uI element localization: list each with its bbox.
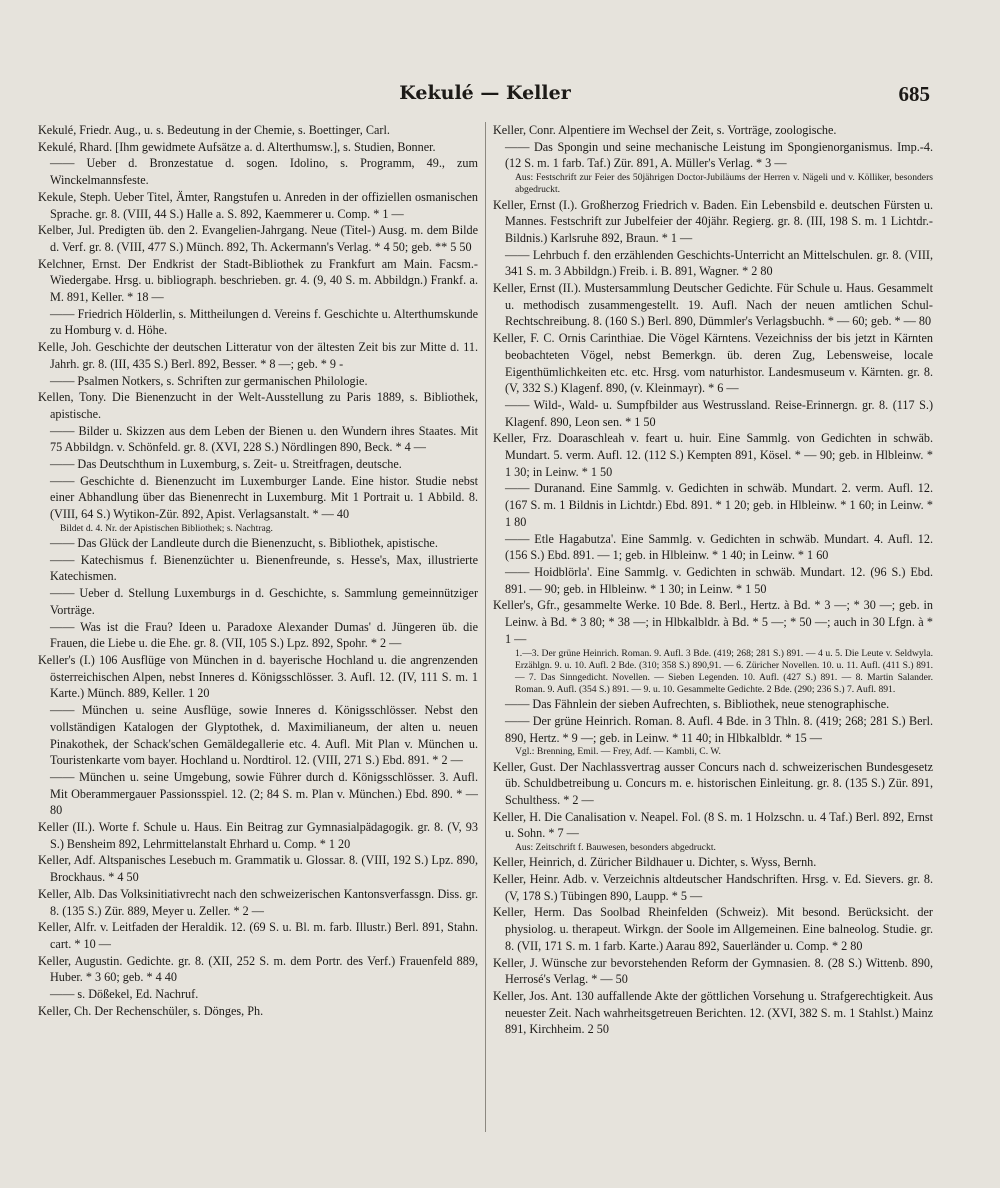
bibliography-entry: Keller's, Gfr., gesammelte Werke. 10 Bde. 8. Berl., Hertz. à Bd. * 3 —; * 30 —; geb. in Leinw. à Bd. * 3 80; * 38 —; in Hlbkalbldr. à Bd. * 5 —; * 50 —; auch in 30 Lfgn. à * 1 — bbox=[493, 598, 933, 646]
bibliography-entry: Keller, Heinrich, d. Züricher Bildhauer u. Dichter, s. Wyss, Bernh. bbox=[493, 855, 817, 870]
bibliography-entry: Keller (II.). Worte f. Schule u. Haus. Ein Beitrag zur Gymnasialpädagogik. gr. 8. (V, 93 S.) Bensheim 892, Lehrmittelanstalt Ehrhard u. Comp. * 1 20 bbox=[38, 820, 478, 851]
bibliography-entry: —— Das Fähnlein der sieben Aufrechten, s. Bibliothek, neue stenographische. bbox=[505, 697, 890, 712]
bibliography-entry: —— Lehrbuch f. den erzählenden Geschichts-Unterricht an Mittelschulen. gr. 8. (VIII, 341 S. m. 3 Abbildgn.) Freib. i. B. 891, Wagner. * 2 80 bbox=[505, 247, 933, 279]
bibliography-entry: Keller, J. Wünsche zur bevorstehenden Reform der Gymnasien. 8. (28 S.) Wittenb. 890, Herrosé's Verlag. * — 50 bbox=[493, 955, 933, 987]
page-number: 685 bbox=[898, 82, 930, 106]
bibliography-entry: —— Das Glück der Landleute durch die Bienenzucht, s. Bibliothek, apistische. bbox=[50, 536, 438, 551]
bibliography-entry: —— Hoidblörla'. Eine Sammlg. v. Gedichten in schwäb. Mundart. 12. (96 S.) Ebd. 891. — 90; geb. in Hlbleinw. * 1 30; in Leinw. * 1 50 bbox=[505, 564, 933, 596]
text-columns bbox=[38, 122, 933, 1162]
bibliography-entry: —— Was ist die Frau? Ideen u. Paradoxe Alexander Dumas' d. Jüngeren üb. die Frauen, die Liebe u. die Ehe. gr. 8. (VII, 105 S.) Lpz. 892, Spohr. * 2 — bbox=[50, 619, 478, 651]
bibliography-entry: —— München u. seine Ausflüge, sowie Inneres d. Königsschlösser. Nebst den vollständigen Katalogen der Glyptothek, d. Maximilianeum, der alten u. neuen Pinakothek, der Schack'schen Gemäldegallerie etc. 4. Aufl. Mit Plan v. München u. Touristenkarte vom bayer. Hochland u. Nordtirol. 12. (VIII, 271 S.) Ebd. 891. * 2 — bbox=[50, 703, 478, 768]
entry-note: Bildet d. 4. Nr. der Apistischen Bibliothek; s. Nachtrag. bbox=[60, 522, 273, 534]
bibliography-entry: Keller, F. C. Ornis Carinthiae. Die Vögel Kärntens. Vezeichniss der bis jetzt in Kärnten beobachteten Vögel, nebst Bemerkgn. üb. deren Zug, Lebensweise, locale Eigenthümlichkeiten etc. etc. Hrsg. vom naturhistor. Landesmuseum v. Kärnten. gr. 8. (V, 332 S.) Klagenf. 890, (v. Kleinmayr). * 6 — bbox=[493, 331, 933, 396]
bibliography-entry: —— Ueber d. Stellung Luxemburgs in d. Geschichte, s. Sammlung gemeinnütziger Vorträge. bbox=[50, 586, 478, 617]
entry-note: 1.—3. Der grüne Heinrich. Roman. 9. Aufl. 3 Bde. (419; 268; 281 S.) 891. — 4 u. 5. Die Leute v. Seldwyla. Erzählgn. 9. u. 10. Aufl. 2 Bde. (310; 358 S.) 890,91. — 6. Züricher Novellen. 10. u. 11. Aufl. (411 S.) 891. — 7. Das Sinngedicht. Novellen. — Sieben Legenden. 10. Aufl. (427 S.) 891. — 8. Martin Salander. Roman. 9. Aufl. (354 S.) 891. — 9. u. 10. Gesammelte Gedichte. 2 Bde. (290; 236 S.) 7. Aufl. 891. bbox=[515, 647, 933, 696]
bibliography-entry: Kelchner, Ernst. Der Endkrist der Stadt-Bibliothek zu Frankfurt am Main. Facsm.-Wiedergabe. Hrsg. u. bibliograph. beschrieben. gr. 4. (9, 40 S. m. Abbildgn.) Frankf. a. M. 891, Keller. * 18 — bbox=[38, 256, 478, 305]
column-divider bbox=[485, 122, 486, 1132]
left-column bbox=[38, 122, 478, 1019]
right-column bbox=[493, 122, 933, 1038]
bibliography-entry: —— Wild-, Wald- u. Sumpfbilder aus Westrussland. Reise-Erinnergn. gr. 8. (117 S.) Klagenf. 890, Leon sen. * 1 50 bbox=[505, 397, 933, 429]
bibliography-entry: Keller, Alfr. v. Leitfaden der Heraldik. 12. (69 S. u. Bl. m. farb. Illustr.) Berl. 891, Stahn. cart. * 10 — bbox=[38, 920, 478, 951]
bibliography-entry: Keller, Jos. Ant. 130 auffallende Akte der göttlichen Vorsehung u. Strafgerechtigkeit. Aus neuester Zeit. Nach wahrheitsgetreuen Berichten. 12. (XVI, 382 S. m. 1 Stahlst.) Mainz 891, Kirchheim. 2 50 bbox=[493, 988, 933, 1037]
bibliography-entry: —— Das Spongin und seine mechanische Leistung im Spongienorganismus. Imp.-4. (12 S. m. 1 farb. Taf.) Zür. 891, A. Müller's Verlag. * 3 — bbox=[505, 139, 933, 171]
entry-note: Aus: Zeitschrift f. Bauwesen, besonders abgedruckt. bbox=[515, 842, 716, 854]
entry-note: Vgl.: Brenning, Emil. — Frey, Adf. — Kambli, C. W. bbox=[515, 746, 721, 758]
bibliography-entry: Kekulé, Friedr. Aug., u. s. Bedeutung in der Chemie, s. Boettinger, Carl. bbox=[38, 123, 390, 137]
bibliography-entry: —— Friedrich Hölderlin, s. Mittheilungen d. Vereins f. Geschichte u. Alterthumskunde zu Homburg v. d. Höhe. bbox=[50, 306, 478, 338]
bibliography-entry: —— Der grüne Heinrich. Roman. 8. Aufl. 4 Bde. in 3 Thln. 8. (419; 268; 281 S.) Berl. 890, Hertz. * 9 —; geb. in Leinw. * 11 40; in Hlbkalbldr. * 15 — bbox=[505, 714, 933, 745]
bibliography-entry: Keller, Augustin. Gedichte. gr. 8. (XII, 252 S. m. dem Portr. des Verf.) Frauenfeld 889, Huber. * 3 60; geb. * 4 40 bbox=[38, 953, 478, 985]
bibliography-entry: —— Etle Hagabutza'. Eine Sammlg. v. Gedichten in schwäb. Mundart. 4. Aufl. 12. (156 S.) Ebd. 891. — 1; geb. in Hlbleinw. * 1 40; in Leinw. * 1 60 bbox=[505, 531, 933, 563]
bibliography-entry: Kekulé, Rhard. [Ihm gewidmete Aufsätze a. d. Alterthumsw.], s. Studien, Bonner. bbox=[38, 139, 436, 154]
bibliography-entry: Keller, Ernst (I.). Großherzog Friedrich v. Baden. Ein Lebensbild e. deutschen Fürsten u. Mannes. Festschrift zur Jubelfeier der 40jähr. Regierg. gr. 8. (III, 198 S. m. 1 Lichtdr.-Bildnis.) Karlsruhe 892, Braun. * 1 — bbox=[493, 197, 933, 245]
bibliography-entry: —— s. Dößekel, Ed. Nachruf. bbox=[50, 987, 199, 1002]
bibliography-entry: Keller's (I.) 106 Ausflüge von München in d. bayerische Hochland u. die angrenzenden österreichischen Alpen, nebst Inneres d. Königsschlösser. 3. Aufl. 12. (IV, 111 S. m. 1 Karte.) Münch. 889, Keller. 1 20 bbox=[38, 653, 478, 701]
bibliography-entry: —— Das Deutschthum in Luxemburg, s. Zeit- u. Streitfragen, deutsche. bbox=[50, 457, 402, 472]
bibliography-entry: —— Duranand. Eine Sammlg. v. Gedichten in schwäb. Mundart. 2. verm. Aufl. 12. (167 S. m. 1 Bildnis in Lichtdr.) Ebd. 891. * 1 20; geb. in Hlbleinw. * 1 60; in Leinw. * 1 80 bbox=[505, 481, 933, 529]
page-header bbox=[40, 82, 930, 108]
bibliography-entry: Keller, Conr. Alpentiere im Wechsel der Zeit, s. Vorträge, zoologische. bbox=[493, 123, 837, 137]
entry-note: Aus: Festschrift zur Feier des 50jährigen Doctor-Jubiläums der Herren v. Nägeli und v. Kölliker, besonders abgedruckt. bbox=[515, 172, 933, 196]
bibliography-entry: Keller, Ch. Der Rechenschüler, s. Dönges, Ph. bbox=[38, 1003, 264, 1018]
bibliography-entry: Keller, Heinr. Adb. v. Verzeichnis altdeutscher Handschriften. Hrsg. v. Ed. Sievers. gr. 8. (V, 178 S.) Tübingen 890, Laupp. * 5 — bbox=[493, 872, 933, 903]
bibliography-entry: —— München u. seine Umgebung, sowie Führer durch d. Königsschlösser. 3. Aufl. Mit Oberammergauer Passionsspiel. 12. (2; 84 S. m. Plan v. München.) Ebd. 890. * — 80 bbox=[50, 769, 478, 818]
bibliography-entry: Keller, Adf. Altspanisches Lesebuch m. Grammatik u. Glossar. 8. (VIII, 192 S.) Lpz. 890, Brockhaus. * 4 50 bbox=[38, 853, 478, 885]
bibliography-entry: Keller, Frz. Doaraschleah v. feart u. huir. Eine Sammlg. von Gedichten in schwäb. Mundart. 5. verm. Aufl. 12. (112 S.) Kempten 891, Kösel. * — 90; geb. in Hlbleinw. * 1 30; in Leinw. * 1 50 bbox=[493, 431, 933, 479]
bibliography-entry: Kellen, Tony. Die Bienenzucht in der Welt-Ausstellung zu Paris 1889, s. Bibliothek, apistische. bbox=[38, 390, 478, 421]
bibliography-entry: —— Geschichte d. Bienenzucht im Luxemburger Lande. Eine histor. Studie nebst einer Abhandlung über das Bienenrecht in Luxemburg. Mit 1 Portrait u. 1 Abbild. 8. (VIII, 64 S.) Wytikon-Zür. 892, Apist. Verlagsanstalt. * — 40 bbox=[50, 473, 478, 522]
bibliography-entry: Keller, H. Die Canalisation v. Neapel. Fol. (8 S. m. 1 Holzschn. u. 4 Taf.) Berl. 892, Ernst u. Sohn. * 7 — bbox=[493, 809, 933, 841]
bibliography-entry: Keller, Alb. Das Volksinitiativrecht nach den schweizerischen Kantonsverfassgn. Diss. gr. 8. (135 S.) Zür. 889, Meyer u. Zeller. * 2 — bbox=[38, 886, 478, 918]
bibliography-entry: —— Psalmen Notkers, s. Schriften zur germanischen Philologie. bbox=[50, 373, 368, 388]
bibliography-entry: Kelle, Joh. Geschichte der deutschen Litteratur von der ältesten Zeit bis zur Mitte d. 11. Jahrh. gr. 8. (III, 435 S.) Berl. 892, Besser. * 8 —; geb. * 9 - bbox=[38, 340, 478, 371]
bibliography-entry: Keller, Gust. Der Nachlassvertrag ausser Concurs nach d. schweizerischen Bundesgesetz üb. Schuldbetreibung u. Concurs m. e. historischen Einleitung. gr. 8. (135 S.) Zür. 891, Schulthess. * 2 — bbox=[493, 759, 933, 808]
bibliography-entry: —— Katechismus f. Bienenzüchter u. Bienenfreunde, s. Hesse's, Max, illustrierte Katechismen. bbox=[50, 552, 478, 584]
bibliography-entry: Kekule, Steph. Ueber Titel, Ämter, Rangstufen u. Anreden in der offiziellen osmanischen Sprache. gr. 8. (VIII, 44 S.) Halle a. S. 892, Kaemmerer u. Comp. * 1 — bbox=[38, 189, 478, 221]
running-title: Kekulé — Keller bbox=[399, 82, 571, 104]
bibliography-entry: —— Ueber d. Bronzestatue d. sogen. Idolino, s. Programm, 49., zum Winckelmannsfeste. bbox=[50, 156, 478, 188]
bibliography-entry: —— Bilder u. Skizzen aus dem Leben der Bienen u. den Wundern ihres Staates. Mit 75 Abbildgn. v. Schönfeld. gr. 8. (XVI, 228 S.) Nördlingen 890, Beck. * 4 — bbox=[50, 423, 478, 455]
bibliography-entry: Keller, Ernst (II.). Mustersammlung Deutscher Gedichte. Für Schule u. Haus. Gesammelt u. methodisch zusammengestellt. 19. Aufl. Nach der neuen amtlichen Schul-Rechtschreibung. 8. (160 S.) Berl. 890, Dümmler's Verlagsbuchh. * — 60; geb. * — 80 bbox=[493, 281, 933, 329]
bibliography-entry: Kelber, Jul. Predigten üb. den 2. Evangelien-Jahrgang. Neue (Titel-) Ausg. m. dem Bilde d. Verf. gr. 8. (VIII, 477 S.) Münch. 892, Th. Ackermann's Verlag. * 4 50; geb. ** 5 50 bbox=[38, 223, 478, 254]
bibliography-entry: Keller, Herm. Das Soolbad Rheinfelden (Schweiz). Mit besond. Berücksicht. der physiolog. u. therapeut. Wirkgn. der Soole im Allgemeinen. Eine balneolog. Studie. gr. 8. (VII, 171 S. m. 1 farb. Karte.) Aarau 892, Sauerländer u. Comp. * 2 80 bbox=[493, 905, 933, 953]
